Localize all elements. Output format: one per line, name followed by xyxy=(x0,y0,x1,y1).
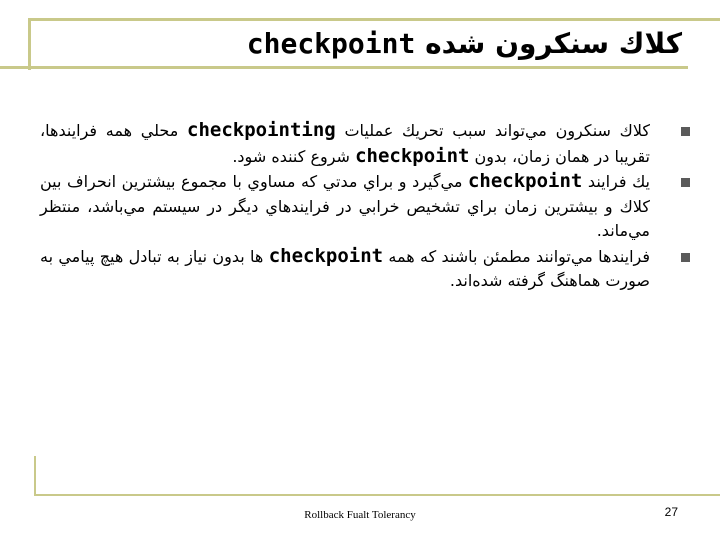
square-bullet-icon xyxy=(681,253,690,262)
slide-title xyxy=(247,22,682,66)
footer-left-frame-rule xyxy=(34,456,36,496)
bullet-1-keyword-2: checkpoint xyxy=(355,144,470,167)
bullet-1-keyword-1: checkpointing xyxy=(187,119,336,141)
bullet-2-text-1: يك فرايند xyxy=(587,172,651,191)
slide-title-persian: كلاك سنكرون شده xyxy=(425,27,682,60)
bullet-1-text-1: كلاك سنكرون مي‌تواند سبب تحريك عمليات xyxy=(344,121,650,140)
bullet-item-3 xyxy=(40,244,694,294)
bullet-2-keyword-1: checkpoint xyxy=(467,170,583,192)
bullet-list xyxy=(40,118,694,294)
bullet-item-1 xyxy=(40,118,694,169)
square-bullet-icon xyxy=(681,178,690,187)
bullet-3-text-2: ها بدون نياز به تبادل هيچ پيامي به صورت هماهنگ گرفته شده‌اند. xyxy=(40,246,650,290)
bullet-3-keyword-1: checkpoint xyxy=(268,244,384,267)
bullet-2-text-2: مي‌گيرد و براي مدتي كه مساوي با مجموع بيشترين انحراف بين كلاك و بيشترين زمان براي تشخيص خرابي در فرايندهاي ديگر در سيستم مي‌باشد، منتظر مي‌ماند. xyxy=(40,172,650,240)
footer-frame-rule xyxy=(34,494,720,496)
bullet-1-text-2: محلي همه فرايندها، تقريبا در همان زمان، بدون xyxy=(40,121,650,166)
bullet-3-text-1: فرايندها مي‌توانند مطمئن باشند كه همه xyxy=(388,246,651,266)
slide-title-keyword: checkpoint xyxy=(246,27,416,60)
bullet-item-2 xyxy=(40,169,694,244)
top-frame-rule xyxy=(28,18,720,21)
title-underline-rule xyxy=(0,66,688,69)
footer-caption: Rollback Fualt Tolerancy xyxy=(304,509,416,521)
page-number: 27 xyxy=(664,505,678,519)
square-bullet-icon xyxy=(681,127,690,136)
top-left-frame-rule xyxy=(28,18,31,70)
bullet-1-text-3: شروع كننده شود. xyxy=(232,146,350,166)
